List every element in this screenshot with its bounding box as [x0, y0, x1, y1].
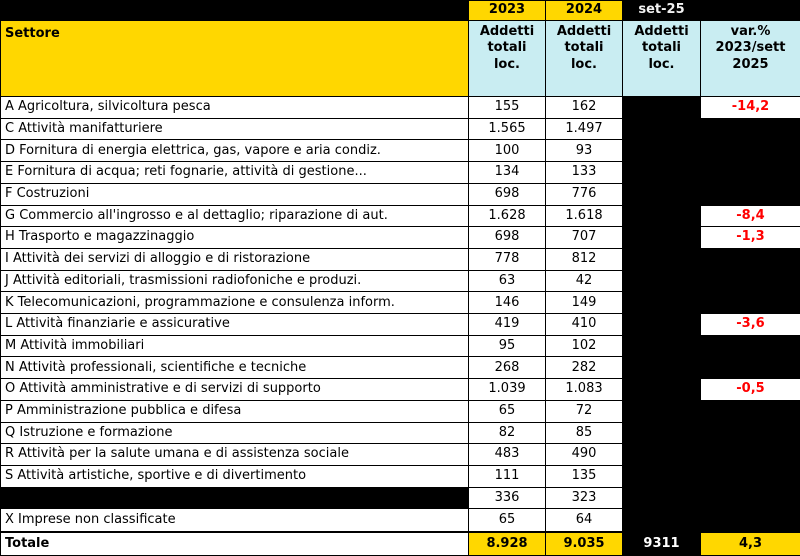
variation-cell-redacted: [701, 335, 800, 357]
sector-cell: C Attività manifatturiere: [1, 118, 469, 140]
value-2023-cell: 268: [469, 357, 546, 379]
value-2023-cell: 82: [469, 422, 546, 444]
value-2023-cell: 111: [469, 465, 546, 487]
year-header-set25: set-25: [623, 1, 701, 21]
value-2024-cell: 42: [546, 270, 623, 292]
value-2023-cell: 778: [469, 248, 546, 270]
value-2024-cell: 162: [546, 97, 623, 119]
variation-cell: -3,6: [701, 314, 800, 336]
variation-cell-redacted: [701, 509, 800, 532]
variation-cell-redacted: [701, 487, 800, 509]
value-2024-cell: 282: [546, 357, 623, 379]
value-2023-cell: 100: [469, 140, 546, 162]
table-row: [1, 97, 800, 119]
addetti-header-2024: Addetti totali loc.: [546, 21, 623, 97]
sector-cell: F Costruzioni: [1, 183, 469, 205]
sector-cell-redacted: [1, 487, 469, 509]
total-2024: 9.035: [546, 532, 623, 556]
sector-cell: D Fornitura di energia elettrica, gas, vapore e aria condiz.: [1, 140, 469, 162]
total-set25: 9311: [623, 532, 701, 556]
sector-cell: I Attività dei servizi di alloggio e di ristorazione: [1, 248, 469, 270]
table-row: [1, 140, 800, 162]
table-row: [1, 183, 800, 205]
column-header-row: [1, 21, 800, 97]
variation-cell: -0,5: [701, 379, 800, 401]
variation-cell-redacted: [701, 270, 800, 292]
value-set25-cell-redacted: [623, 379, 701, 401]
value-2023-cell: 1.628: [469, 205, 546, 227]
value-set25-cell-redacted: [623, 444, 701, 466]
value-2024-cell: 102: [546, 335, 623, 357]
value-set25-cell-redacted: [623, 400, 701, 422]
value-2024-cell: 93: [546, 140, 623, 162]
sector-cell: A Agricoltura, silvicoltura pesca: [1, 97, 469, 119]
table-row: [1, 357, 800, 379]
table-row: [1, 248, 800, 270]
value-set25-cell-redacted: [623, 509, 701, 532]
sector-cell: Q Istruzione e formazione: [1, 422, 469, 444]
value-2024-cell: 149: [546, 292, 623, 314]
table-row: [1, 314, 800, 336]
value-2023-cell: 483: [469, 444, 546, 466]
variation-cell-redacted: [701, 118, 800, 140]
variation-cell-redacted: [701, 140, 800, 162]
value-set25-cell-redacted: [623, 335, 701, 357]
value-2024-cell: 72: [546, 400, 623, 422]
value-set25-cell-redacted: [623, 140, 701, 162]
value-set25-cell-redacted: [623, 314, 701, 336]
value-2024-cell: 1.497: [546, 118, 623, 140]
table-row: [1, 162, 800, 184]
sector-cell: G Commercio all'ingrosso e al dettaglio; riparazione di aut.: [1, 205, 469, 227]
table-row: [1, 335, 800, 357]
value-2024-cell: 1.618: [546, 205, 623, 227]
value-2024-cell: 490: [546, 444, 623, 466]
value-2024-cell: 323: [546, 487, 623, 509]
value-2023-cell: 336: [469, 487, 546, 509]
table-row: [1, 118, 800, 140]
value-set25-cell-redacted: [623, 357, 701, 379]
value-2024-cell: 1.083: [546, 379, 623, 401]
value-2024-cell: 776: [546, 183, 623, 205]
value-set25-cell-redacted: [623, 227, 701, 249]
value-set25-cell-redacted: [623, 487, 701, 509]
variation-cell-redacted: [701, 422, 800, 444]
variation-cell: -1,3: [701, 227, 800, 249]
table-row: [1, 444, 800, 466]
sector-cell: L Attività finanziarie e assicurative: [1, 314, 469, 336]
value-set25-cell-redacted: [623, 97, 701, 119]
top-left-spacer: [1, 1, 469, 21]
sector-cell: H Trasporto e magazzinaggio: [1, 227, 469, 249]
sector-cell: S Attività artistiche, sportive e di divertimento: [1, 465, 469, 487]
table-row: [1, 270, 800, 292]
value-2023-cell: 698: [469, 183, 546, 205]
sector-cell: M Attività immobiliari: [1, 335, 469, 357]
value-2024-cell: 85: [546, 422, 623, 444]
total-variation: 4,3: [701, 532, 800, 556]
value-set25-cell-redacted: [623, 248, 701, 270]
variation-cell-redacted: [701, 465, 800, 487]
value-2024-cell: 64: [546, 509, 623, 532]
addetti-header-2023: Addetti totali loc.: [469, 21, 546, 97]
sector-cell: J Attività editoriali, trasmissioni radiofoniche e produzi.: [1, 270, 469, 292]
value-2023-cell: 155: [469, 97, 546, 119]
table-row: [1, 292, 800, 314]
table-row: [1, 487, 800, 509]
year-header-row: [1, 1, 800, 21]
top-right-spacer: [701, 1, 800, 21]
total-label: Totale: [1, 532, 469, 556]
value-2023-cell: 65: [469, 400, 546, 422]
variation-cell-redacted: [701, 357, 800, 379]
value-2024-cell: 410: [546, 314, 623, 336]
variation-cell: -14,2: [701, 97, 800, 119]
value-set25-cell-redacted: [623, 292, 701, 314]
value-set25-cell-redacted: [623, 118, 701, 140]
value-2023-cell: 95: [469, 335, 546, 357]
variation-cell-redacted: [701, 248, 800, 270]
addetti-header-set25: Addetti totali loc.: [623, 21, 701, 97]
value-2023-cell: 419: [469, 314, 546, 336]
value-2024-cell: 707: [546, 227, 623, 249]
variation-cell-redacted: [701, 162, 800, 184]
variation-cell-redacted: [701, 183, 800, 205]
table-row: [1, 465, 800, 487]
value-2023-cell: 63: [469, 270, 546, 292]
variation-cell-redacted: [701, 292, 800, 314]
sector-cell: E Fornitura di acqua; reti fognarie, attività di gestione...: [1, 162, 469, 184]
value-set25-cell-redacted: [623, 183, 701, 205]
total-row: [1, 532, 800, 556]
sector-cell: O Attività amministrative e di servizi di supporto: [1, 379, 469, 401]
value-set25-cell-redacted: [623, 205, 701, 227]
variation-cell: -8,4: [701, 205, 800, 227]
table-row: [1, 205, 800, 227]
variation-header: var.% 2023/sett 2025: [701, 21, 800, 97]
value-2024-cell: 133: [546, 162, 623, 184]
year-header-2024: 2024: [546, 1, 623, 21]
value-set25-cell-redacted: [623, 422, 701, 444]
table-row: [1, 400, 800, 422]
table-row: [1, 509, 800, 532]
value-2023-cell: 65: [469, 509, 546, 532]
variation-cell-redacted: [701, 400, 800, 422]
value-2023-cell: 134: [469, 162, 546, 184]
table-row: [1, 379, 800, 401]
value-2024-cell: 812: [546, 248, 623, 270]
sector-cell: R Attività per la salute umana e di assistenza sociale: [1, 444, 469, 466]
sector-cell: X Imprese non classificate: [1, 509, 469, 532]
value-2023-cell: 146: [469, 292, 546, 314]
total-2023: 8.928: [469, 532, 546, 556]
value-set25-cell-redacted: [623, 162, 701, 184]
value-set25-cell-redacted: [623, 270, 701, 292]
value-set25-cell-redacted: [623, 465, 701, 487]
value-2024-cell: 135: [546, 465, 623, 487]
table-row: [1, 227, 800, 249]
sector-cell: P Amministrazione pubblica e difesa: [1, 400, 469, 422]
variation-cell-redacted: [701, 444, 800, 466]
value-2023-cell: 1.565: [469, 118, 546, 140]
settore-header: Settore: [1, 21, 469, 97]
year-header-2023: 2023: [469, 1, 546, 21]
value-2023-cell: 1.039: [469, 379, 546, 401]
value-2023-cell: 698: [469, 227, 546, 249]
sector-cell: K Telecomunicazioni, programmazione e consulenza inform.: [1, 292, 469, 314]
sector-cell: N Attività professionali, scientifiche e tecniche: [1, 357, 469, 379]
table-row: [1, 422, 800, 444]
